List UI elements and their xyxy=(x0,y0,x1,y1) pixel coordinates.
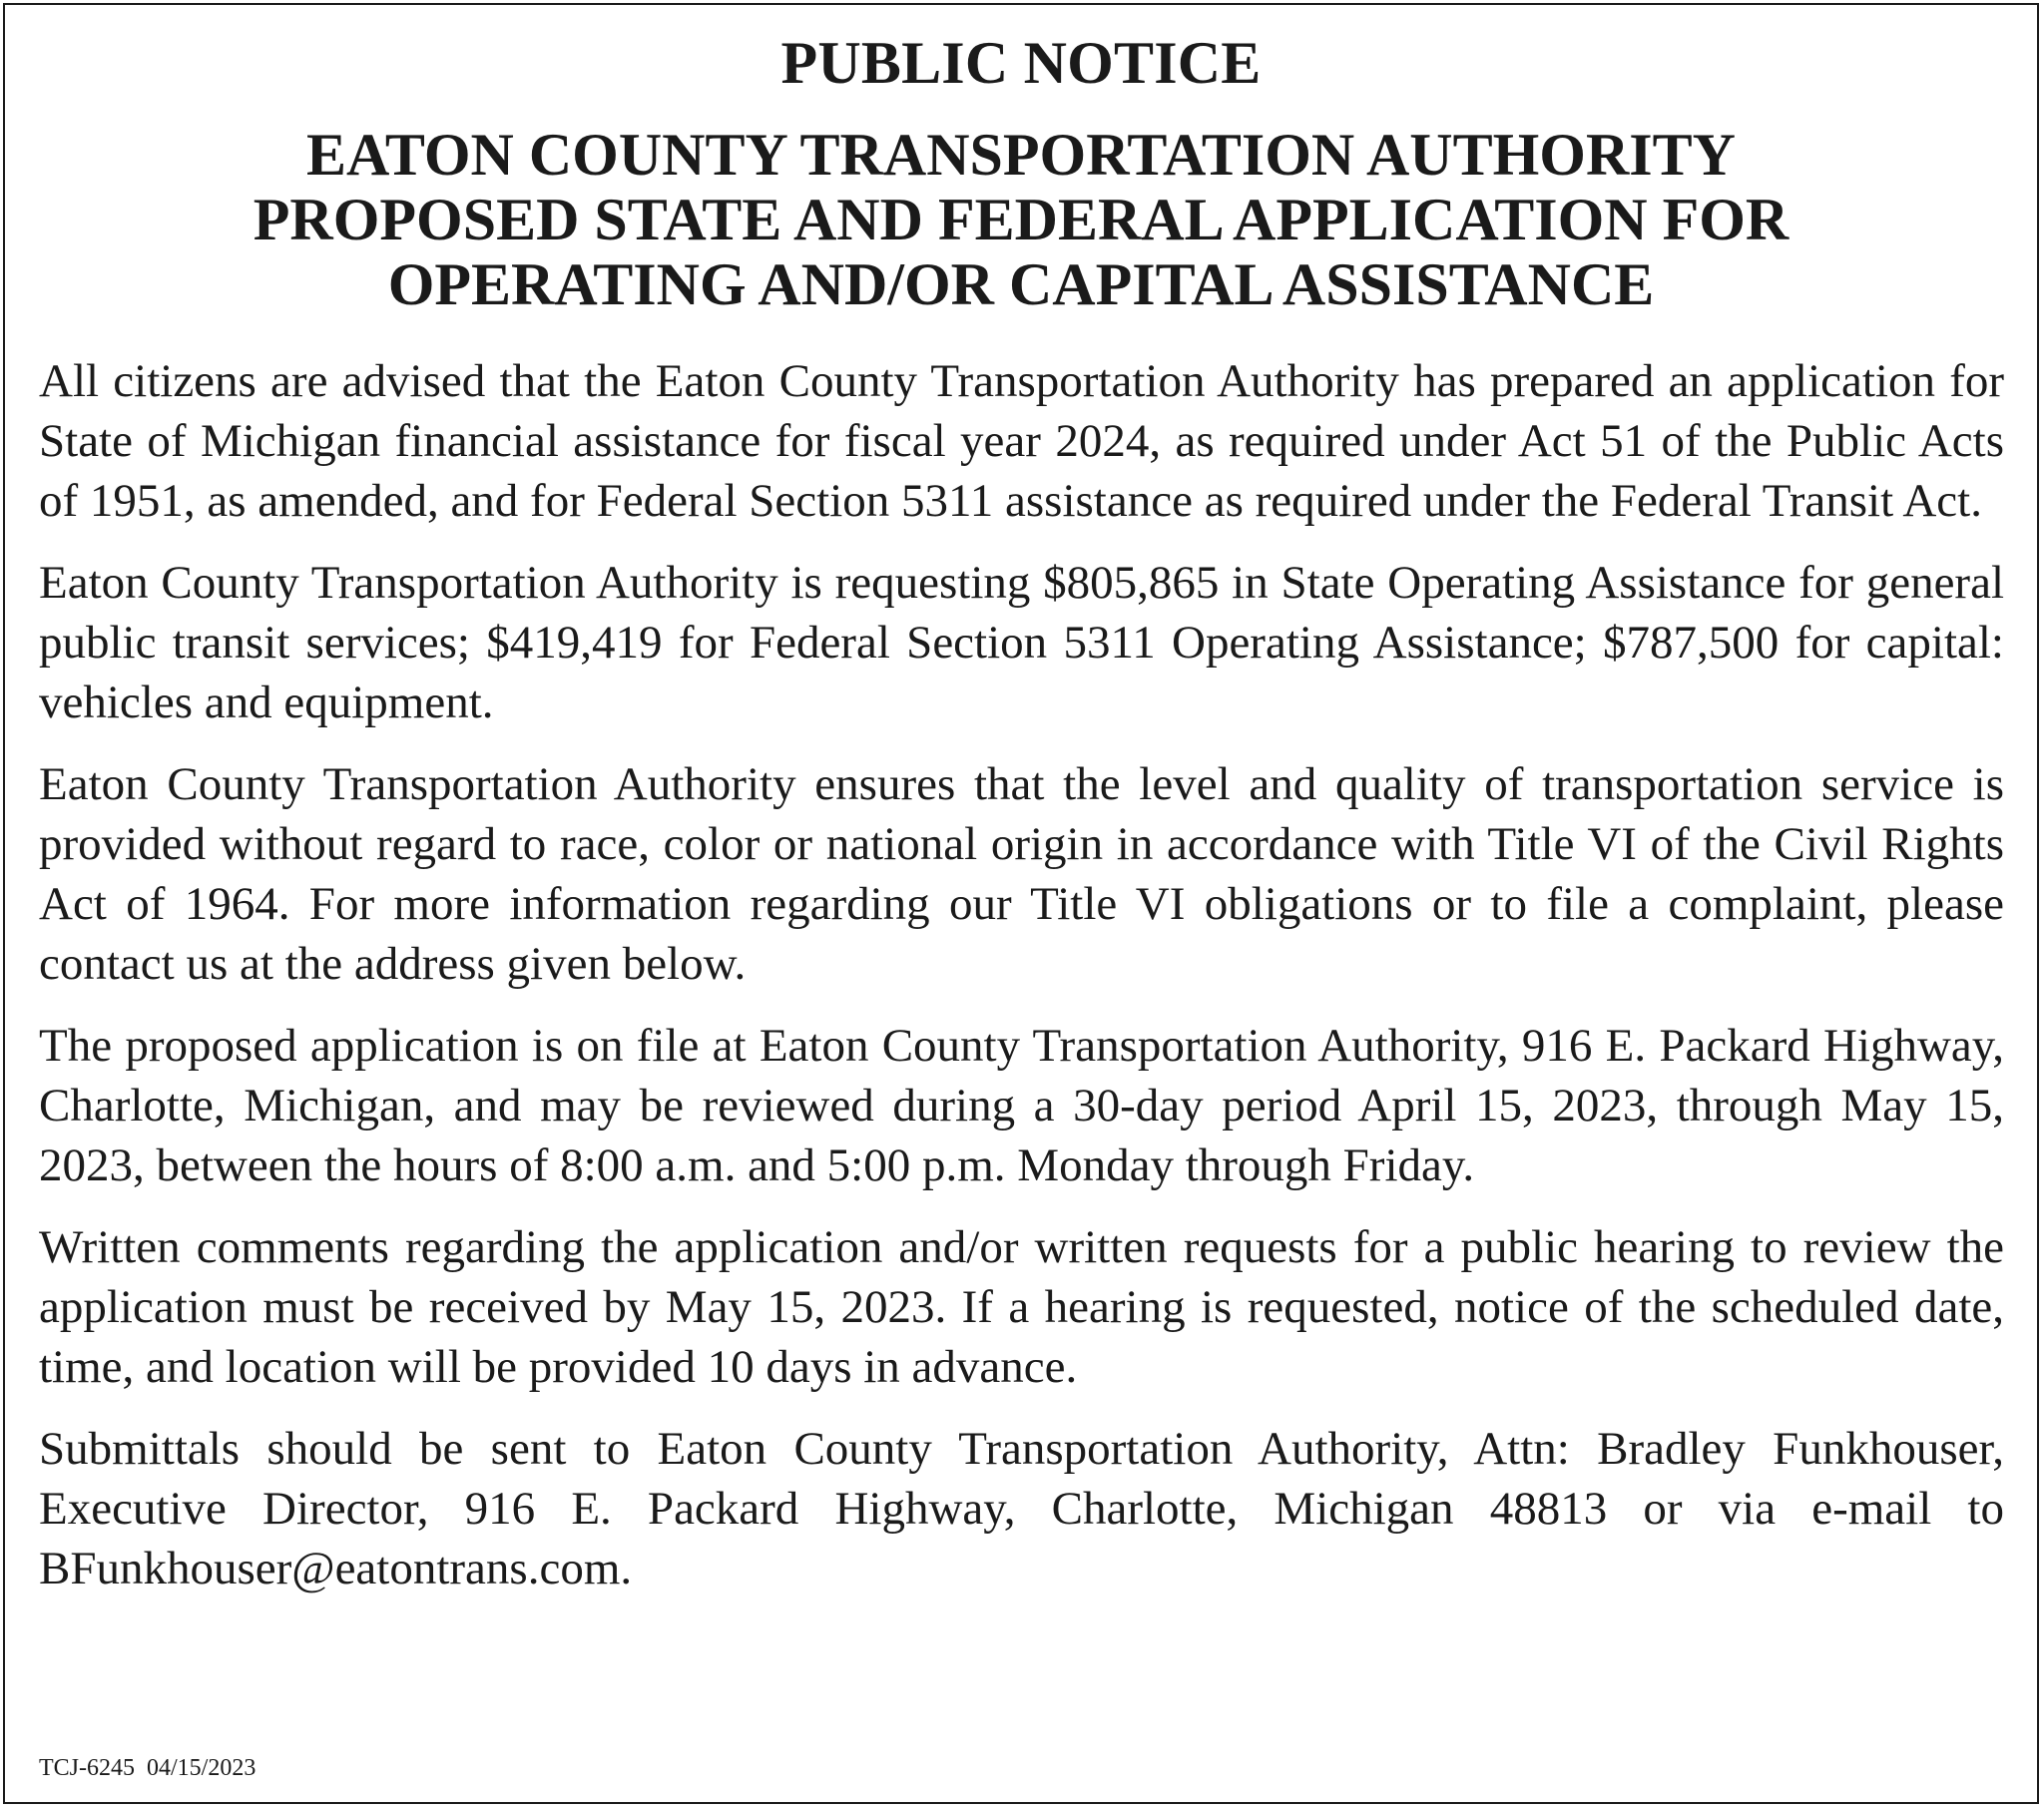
paragraph-comments: Written comments regarding the application and/or written requests for a public hearing to review the application must be received by May 15, 2023. If a hearing is requested, notice of the scheduled date, time, and location will be provided 10 days in advance. xyxy=(39,1221,2004,1393)
paragraph-submittals: Submittals should be sent to Eaton County Transportation Authority, Attn: Bradley Funkhouser, Executive Director, 916 E. Packard Highway, Charlotte, Michigan 48813 or via e-mail to BFunkhouser@eatontrans.com. xyxy=(39,1423,2004,1594)
paragraph-advisory: All citizens are advised that the Eaton County Transportation Authority has prepared an application for State of Michigan financial assistance for fiscal year 2024, as required under Act 51 of the Public Acts of 1951, as amended, and for Federal Section 5311 assistance as required under the Federal Transit Act. xyxy=(39,355,2004,527)
notice-reference-code: TCJ-6245 04/15/2023 xyxy=(39,1755,256,1781)
public-notice xyxy=(3,3,2039,1804)
notice-subtitle xyxy=(25,123,2017,317)
subtitle-line: PROPOSED STATE AND FEDERAL APPLICATION FOR xyxy=(253,187,1789,252)
subtitle-line: OPERATING AND/OR CAPITAL ASSISTANCE xyxy=(387,251,1655,317)
paragraph-review-period: The proposed application is on file at Eaton County Transportation Authority, 916 E. Packard Highway, Charlotte, Michigan, and may be reviewed during a 30-day period April 15, 2023, through May 15, 2023, between the hours of 8:00 a.m. and 5:00 p.m. Monday through Friday. xyxy=(39,1020,2004,1191)
paragraph-funding-request: Eaton County Transportation Authority is requesting $805,865 in State Operating Assistance for general public transit services; $419,419 for Federal Section 5311 Operating Assistance; $787,500 for capital: vehicles and equipment. xyxy=(39,557,2004,728)
paragraph-title-vi: Eaton County Transportation Authority ensures that the level and quality of transportation service is provided without regard to race, color or national origin in accordance with Title VI of the Civil Rights Act of 1964. For more information regarding our Title VI obligations or to file a complaint, please contact us at the address given below. xyxy=(39,758,2004,990)
subtitle-line: EATON COUNTY TRANSPORTATION AUTHORITY xyxy=(305,122,1736,188)
notice-title: PUBLIC NOTICE xyxy=(780,30,1262,96)
notice-body xyxy=(39,351,2004,1620)
